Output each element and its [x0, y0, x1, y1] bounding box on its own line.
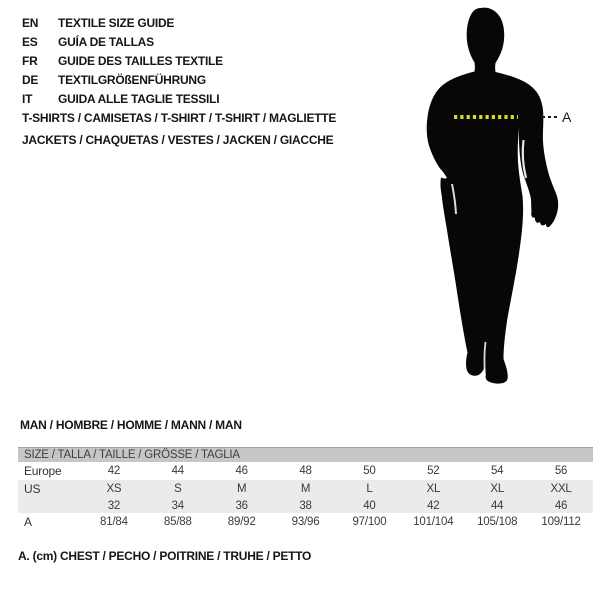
table-cell: 101/104 [413, 516, 454, 528]
size-table [18, 447, 593, 531]
row-label: Europe [24, 464, 62, 478]
table-cell: XL [426, 483, 441, 495]
table-cell: L [366, 483, 373, 495]
table-row-us [18, 480, 593, 498]
category-tshirts: T-SHIRTS / CAMISETAS / T-SHIRT / T-SHIRT / MAGLIETTE [22, 111, 337, 125]
language-label: TEXTILE SIZE GUIDE [58, 15, 175, 30]
table-cell: 46 [554, 499, 568, 512]
table-cell: 109/112 [541, 516, 581, 528]
language-row-it [22, 89, 223, 108]
section-title-man: MAN / HOMBRE / HOMME / MANN / MAN [20, 418, 242, 432]
table-cell: 93/96 [291, 516, 320, 528]
language-code: DE [22, 72, 39, 87]
language-row-fr [22, 51, 223, 70]
chest-measurement-footnote: A. (cm) CHEST / PECHO / POITRINE / TRUHE / PETTO [18, 549, 312, 563]
table-cell: XXL [550, 483, 572, 495]
language-label: GUIDE DES TAILLES TEXTILE [58, 53, 223, 68]
table-cell: 54 [490, 465, 504, 477]
table-cell: 81/84 [100, 516, 128, 528]
table-cell: 50 [363, 465, 376, 477]
table-cell: 44 [490, 499, 504, 512]
man-silhouette-svg [390, 0, 600, 400]
language-row-de [22, 70, 223, 89]
language-row-en [22, 13, 223, 32]
language-code: ES [22, 34, 38, 49]
table-cell: XL [490, 483, 505, 495]
table-row-numeric [18, 498, 593, 513]
category-jackets: JACKETS / CHAQUETAS / VESTES / JACKEN / GIACCHE [22, 133, 334, 147]
measurement-label-a: A [562, 109, 572, 125]
row-label: US [24, 482, 41, 496]
table-cell: M [236, 483, 247, 495]
language-label: GUÍA DE TALLAS [58, 34, 154, 49]
table-cell: 85/88 [163, 516, 192, 528]
table-cell: 42 [107, 465, 121, 477]
table-cell: 44 [171, 465, 185, 477]
table-cell: 97/100 [352, 516, 387, 528]
table-cell: M [300, 483, 311, 495]
table-cell: 34 [171, 499, 185, 512]
language-label: TEXTILGRÖßENFÜHRUNG [58, 72, 206, 87]
table-cell: 32 [107, 499, 121, 512]
table-cell: 48 [299, 465, 312, 477]
table-cell: 56 [554, 465, 568, 477]
language-label: GUIDA ALLE TAGLIE TESSILI [58, 91, 220, 106]
language-row-es [22, 32, 223, 51]
size-table-header: SIZE / TALLA / TAILLE / GRÖSSE / TAGLIA [18, 447, 593, 462]
man-silhouette [427, 8, 558, 384]
table-cell: 89/92 [227, 516, 256, 528]
table-row-chest-a [18, 513, 593, 531]
language-code: IT [22, 91, 33, 106]
garment-categories [22, 107, 336, 151]
language-list [22, 13, 223, 108]
table-cell: 52 [427, 465, 440, 477]
table-cell: XS [106, 483, 122, 495]
table-row-europe [18, 462, 593, 480]
table-cell: 105/108 [477, 516, 518, 528]
table-cell: 40 [363, 499, 376, 512]
table-cell: 46 [235, 465, 248, 477]
man-silhouette-figure [390, 0, 600, 400]
language-code: EN [22, 15, 39, 30]
legs-gap-highlight [484, 342, 485, 376]
table-cell: 36 [235, 499, 248, 512]
language-code: FR [22, 53, 38, 68]
row-label: A [24, 515, 32, 529]
table-cell: 38 [299, 499, 312, 512]
table-cell: 42 [427, 499, 440, 512]
table-cell: S [174, 483, 182, 495]
